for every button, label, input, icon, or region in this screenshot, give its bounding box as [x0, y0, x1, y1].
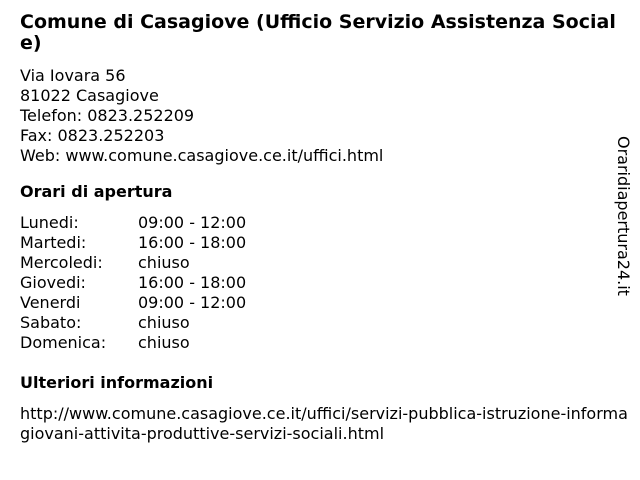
day-label: Domenica:: [20, 333, 107, 352]
day-label: Venerdi: [20, 293, 81, 312]
opening-hours-table: [20, 213, 630, 353]
page-title: Comune di Casagiove (Ufficio Servizio Assistenza Sociale): [20, 11, 616, 54]
time-value: chiuso: [138, 253, 190, 272]
fax-number: Fax: 0823.252203: [20, 126, 165, 145]
hours-row-sunday: [20, 333, 630, 353]
hours-row-monday: [20, 213, 630, 233]
time-value: 16:00 - 18:00: [138, 233, 247, 252]
more-info-link[interactable]: http://www.comune.casagiove.ce.it/uffici/servizi-pubblica-istruzione-informagiovani-attivita-produttive-servizi-sociali.html: [20, 404, 628, 443]
day-label: Lunedi:: [20, 213, 79, 232]
website: Web: www.comune.casagiove.ce.it/uffici.html: [20, 146, 384, 165]
opening-hours-heading: Orari di apertura: [20, 182, 173, 201]
hours-row-friday: [20, 293, 630, 313]
hours-row-wednesday: [20, 253, 630, 273]
time-value: 09:00 - 12:00: [138, 213, 247, 232]
phone-number: Telefon: 0823.252209: [20, 106, 195, 125]
hours-row-tuesday: [20, 233, 630, 253]
time-value: 16:00 - 18:00: [138, 273, 247, 292]
day-label: Giovedi:: [20, 273, 86, 292]
business-card: [20, 12, 630, 444]
hours-row-thursday: [20, 273, 630, 293]
postal-city: 81022 Casagiove: [20, 86, 159, 105]
more-info-heading: Ulteriori informazioni: [20, 373, 214, 392]
hours-row-saturday: [20, 313, 630, 333]
time-value: 09:00 - 12:00: [138, 293, 247, 312]
day-label: Mercoledi:: [20, 253, 103, 272]
day-label: Martedi:: [20, 233, 87, 252]
time-value: chiuso: [138, 313, 190, 332]
time-value: chiuso: [138, 333, 190, 352]
watermark-text: Oraridiapertura24.it: [614, 136, 633, 296]
address-block: [20, 66, 630, 166]
street-address: Via Iovara 56: [20, 66, 126, 85]
day-label: Sabato:: [20, 313, 82, 332]
